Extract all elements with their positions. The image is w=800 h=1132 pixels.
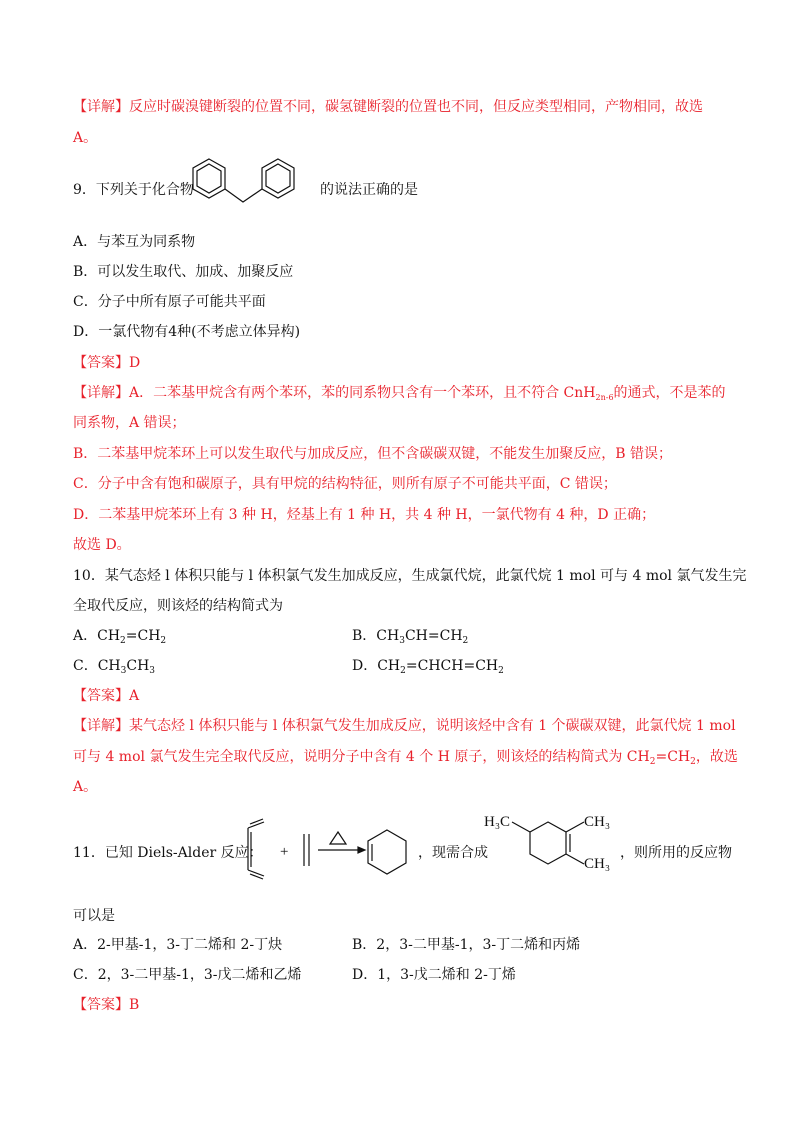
q9-answer: 【答案】D <box>73 355 141 371</box>
q11-answer: 【答案】B <box>73 997 140 1013</box>
plus-sign: + <box>280 844 289 860</box>
q11-stem-prefix: 11．已知 Diels-Alder 反应： <box>73 845 263 861</box>
label-ch3-top: CH₃ <box>584 814 611 830</box>
q9-detail-a-cont: 同系物，A 错误； <box>73 415 186 431</box>
q11-option-c: C．2，3-二甲基-1，3-戊二烯和乙烯 <box>73 967 302 983</box>
target-molecule-structure <box>486 808 616 888</box>
q9-option-d: D．一氯代物有4种(不考虑立体异构) <box>73 324 301 340</box>
q10-stem-line2: 全取代反应，则该烃的结构简式为 <box>73 598 283 614</box>
q9-stem-prefix: 9．下列关于化合物 <box>73 182 194 198</box>
detail-tag: 【详解】 <box>73 99 129 115</box>
q10-answer: 【答案】A <box>73 688 140 704</box>
answer-tag: 【答案】 <box>73 355 129 371</box>
q9-option-a: A．与苯互为同系物 <box>73 234 196 250</box>
q11-option-a: A．2-甲基-1，3-丁二烯和 2-丁炔 <box>73 937 283 953</box>
q10-detail-line3: A。 <box>73 779 98 795</box>
detail-paragraph-top: 【详解】反应时碳溴键断裂的位置不同，碳氢键断裂的位置也不同，但反应类型相同，产物相同，故选 <box>73 99 703 115</box>
q9-detail-d: D．二苯基甲烷苯环上有 3 种 H，烃基上有 1 种 H，共 4 种 H，一氯代物有 4 种，D 正确； <box>73 507 656 523</box>
q9-detail-a: 【详解】A．二苯基甲烷含有两个苯环，苯的同系物只含有一个苯环，且不符合 CnH$_{2n-6}$的通式，不是苯的 <box>73 385 726 402</box>
label-h3c: H₃C <box>484 814 511 830</box>
diels-alder-reaction-scheme <box>244 822 414 882</box>
q11-option-b: B．2，3-二甲基-1，3-丁二烯和丙烯 <box>352 937 581 953</box>
q10-option-b: B．$CH_3CH=CH_2$ <box>352 628 469 646</box>
q9-detail-c: C．分子中含有饱和碳原子，具有甲烷的结构特征，则所有原子不可能共平面，C 错误； <box>73 476 617 492</box>
label-ch3-bottom: CH₃ <box>584 856 611 872</box>
diphenylmethane-structure <box>188 156 318 212</box>
q11-option-d: D．1，3-戊二烯和 2-丁烯 <box>352 967 516 983</box>
q10-stem-line1: 10．某气态烃 l 体积只能与 l 体积氯气发生加成反应，生成氯代烷，此氯代烷 1 mol 可与 4 mol 氯气发生完 <box>73 568 747 584</box>
q9-detail-b: B．二苯基甲烷苯环上可以发生取代与加成反应，但不含碳碳双键，不能发生加聚反应，B 错误； <box>73 446 673 462</box>
q11-stem-suffix: ，则所用的反应物 <box>620 845 732 861</box>
q10-option-c: C．$CH_3CH_3$ <box>73 658 156 676</box>
q9-option-b: B．可以发生取代、加成、加聚反应 <box>73 264 294 280</box>
q10-option-a: A．$CH_2=CH_2$ <box>73 628 167 646</box>
q10-option-d: D．$CH_2=CHCH=CH_2$ <box>352 658 504 676</box>
q9-detail-end: 故选 D。 <box>73 537 131 553</box>
q9-stem-suffix: 的说法正确的是 <box>320 182 418 198</box>
q9-option-c: C．分子中所有原子可能共平面 <box>73 294 266 310</box>
q11-stem-line2: 可以是 <box>73 908 115 924</box>
q11-stem-mid: ，现需合成 <box>418 845 488 861</box>
detail-paragraph-top-cont: A。 <box>73 130 98 146</box>
q10-detail-line2: 可与 4 mol 氯气发生完全取代反应，说明分子中含有 4 个 H 原子，则该烃的结构简式为 $CH_2=CH_2$，故选 <box>73 749 738 767</box>
q10-detail-line1: 【详解】某气态烃 l 体积只能与 l 体积氯气发生加成反应，说明该烃中含有 1 个碳碳双键，此氯代烷 1 mol <box>73 718 736 734</box>
